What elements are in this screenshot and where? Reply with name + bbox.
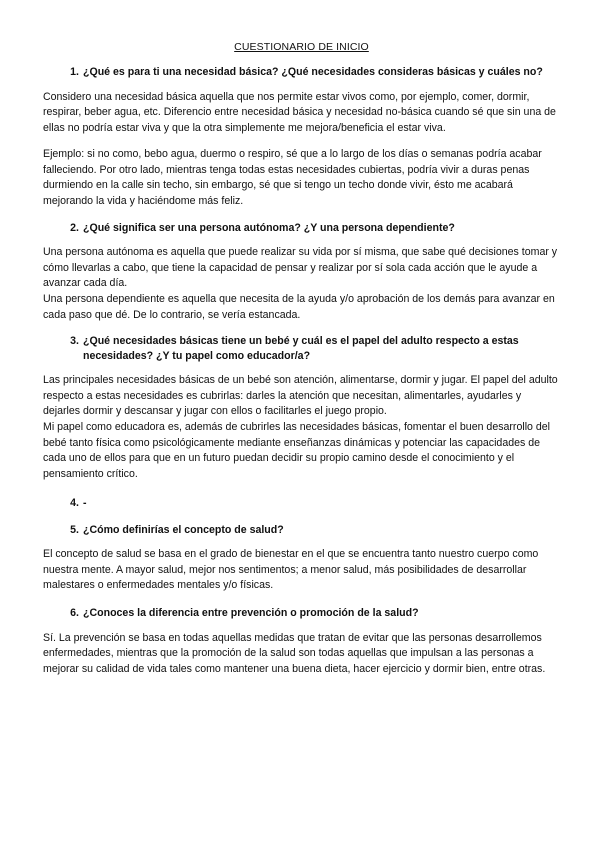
document-title: CUESTIONARIO DE INICIO [234, 41, 369, 53]
question-text: - [83, 497, 87, 510]
answer-2-paragraph-1: Una persona autónoma es aquella que puede realizar su vida por sí misma, que sabe qué decisiones tomar y cómo llevarlas a cabo, que tiene la capacidad de pensar y realizar por sí sola cada acción que le ayude a avanzar cada día. [43, 246, 558, 290]
question-5 [43, 523, 560, 538]
question-number: 3. [70, 335, 79, 348]
answer-2-paragraph-2: Una persona dependiente es aquella que necesita de la ayuda y/o aprobación de los demás para avanzar en cada paso que dé. De lo contrario, se vería estancada. [43, 292, 555, 321]
question-number: 2. [70, 221, 79, 234]
question-number: 4. [70, 497, 79, 510]
question-text: ¿Qué necesidades básicas tiene un bebé y cuál es el papel del adulto respecto a estas necesidades? ¿Y tu papel como educador/a? [83, 335, 519, 362]
question-4 [43, 496, 560, 511]
answer-3-paragraph-1: Las principales necesidades básicas de un bebé son atención, alimentarse, dormir y jugar. El papel del adulto respecto a estas necesidades es cubrirlas: darles la atención que necesitan, alimentarles, ayudarles y dejarles dormir y descansar y jugar con ellos o facilitarles el juego propio. [43, 374, 558, 418]
question-text: ¿Qué es para ti una necesidad básica? ¿Qué necesidades consideras básicas y cuáles no? [83, 66, 543, 78]
question-text: ¿Conoces la diferencia entre prevención o promoción de la salud? [83, 607, 419, 620]
question-3 [43, 334, 560, 363]
answer-1-paragraph-1: Considero una necesidad básica aquella que nos permite estar vivos como, por ejemplo, comer, dormir, respirar, beber agua, etc. Diferencio entre necesidad básica y necesidad no-básica cuando sé que sin una de ellas no podría estar viva y que la otra simplemente me mejora/beneficia el estar viva. [43, 90, 556, 134]
question-1 [43, 65, 560, 80]
question-2 [43, 221, 560, 236]
question-number: 6. [70, 607, 79, 620]
answer-3-paragraph-2: Mi papel como educadora es, además de cubrirles las necesidades básicas, fomentar el buen desarrollo del bebé tanto física como psicológicamente mediante enseñanzas dinámicas y potenciar las capacidades de cada uno de ellos para que en un futuro puedan decidir su propio camino desde el conocimiento y el pensamiento crítico. [43, 420, 551, 480]
answer-1-paragraph-2: Ejemplo: si no como, bebo agua, duermo o respiro, sé que a lo largo de los días o semanas podría acabar falleciendo. Por otro lado, mientras tenga todas estas necesidades cubiertas, podría vivir a duras penas durmiendo en la calle sin techo, sin embargo, sé que si tengo un techo donde vivir, ésto me acabará mejorando la vida y haciéndome más feliz. [43, 148, 542, 208]
answer-6-paragraph-1: Sí. La prevención se basa en todas aquellas medidas que tratan de evitar que las personas desarrollemos enfermedades, mientras que la promoción de la salud son todas aquellas que impulsan a las personas a mejorar su calidad de vida tales como mantener una buena dieta, hacer ejercicio y dormir bien, entre otras. [43, 631, 546, 675]
question-text: ¿Cómo definirías el concepto de salud? [83, 523, 284, 536]
question-number: 5. [70, 523, 79, 536]
question-6 [43, 606, 560, 621]
question-number: 1. [70, 66, 79, 78]
question-text: ¿Qué significa ser una persona autónoma? ¿Y una persona dependiente? [83, 221, 455, 234]
answer-5-paragraph-1: El concepto de salud se basa en el grado de bienestar en el que se encuentra tanto nuestro cuerpo como nuestra mente. A mayor salud, mejor nos sentimentos; a menor salud, más posibilidades de desarrollar malestares o enfermedades mentales y/o físicas. [43, 548, 539, 592]
